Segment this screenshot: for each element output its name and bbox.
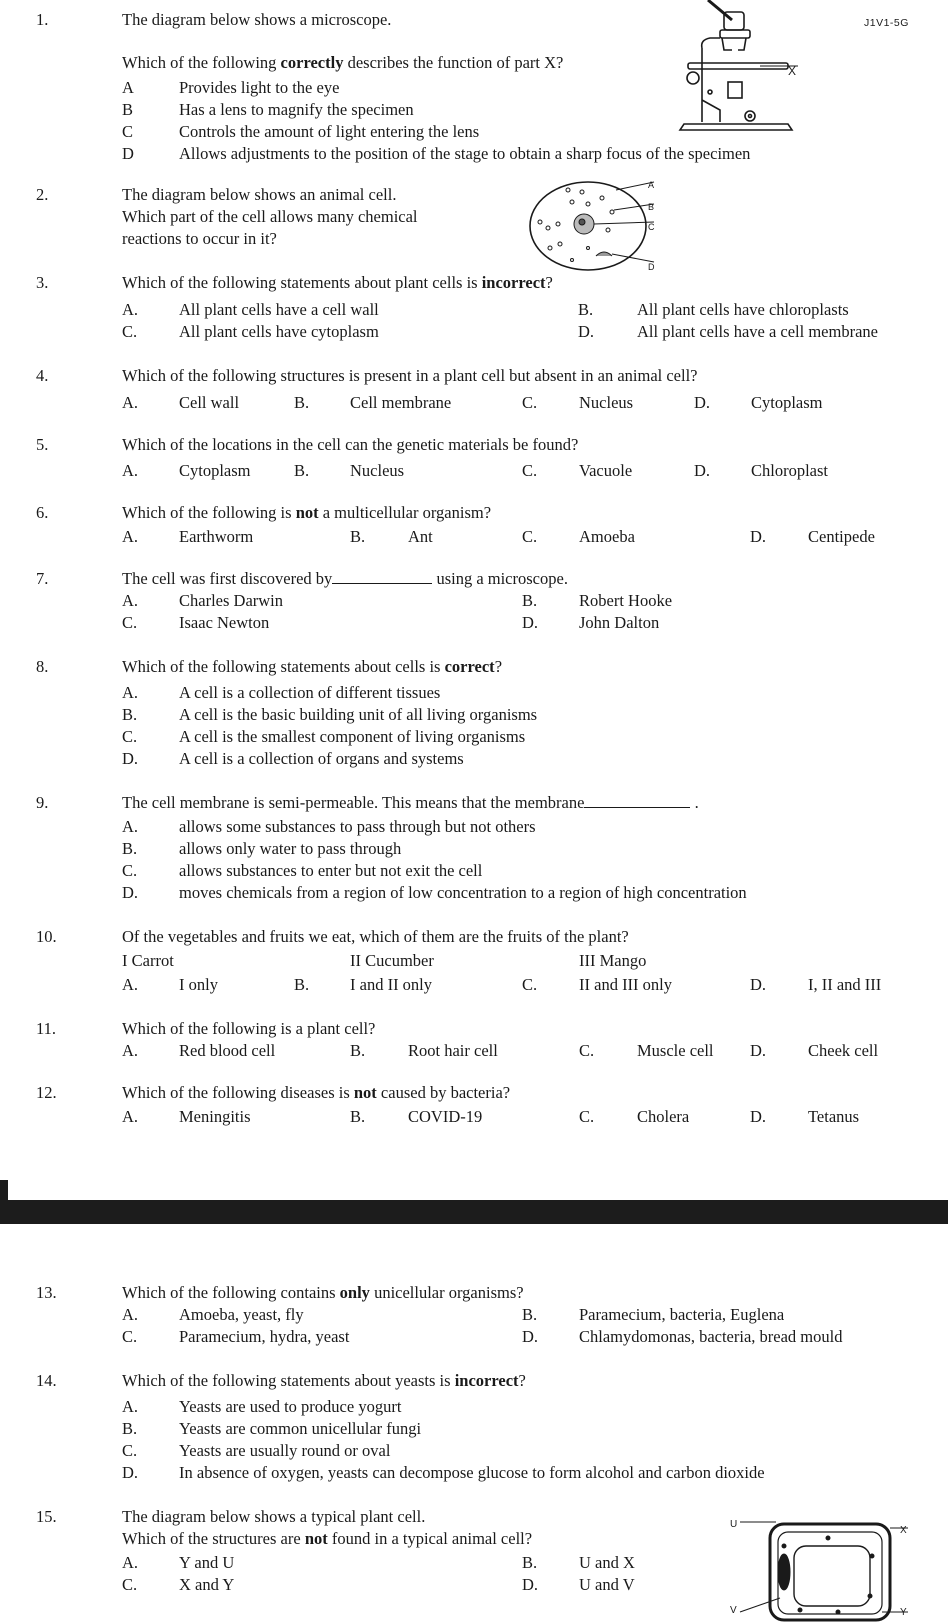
option-letter: B. bbox=[294, 975, 310, 994]
option-text: COVID-19 bbox=[408, 1107, 483, 1126]
option-letter: B bbox=[122, 100, 134, 119]
option-text: allows only water to pass through bbox=[179, 839, 402, 858]
option-text: All plant cells have cytoplasm bbox=[179, 322, 379, 341]
option-letter: A. bbox=[122, 393, 139, 412]
option-text: Nucleus bbox=[350, 461, 405, 480]
option-letter: A. bbox=[122, 591, 139, 610]
option-text: Earthworm bbox=[179, 527, 254, 546]
label-b: B bbox=[648, 202, 655, 212]
option-letter: C. bbox=[522, 975, 538, 994]
option-letter: B. bbox=[294, 393, 310, 412]
option-letter: D. bbox=[522, 613, 539, 632]
option-letter: C. bbox=[522, 527, 538, 546]
option-text: Red blood cell bbox=[179, 1041, 276, 1060]
question-text: Which of the structures are not found in a typical animal cell? bbox=[122, 1529, 533, 1548]
option-letter: B. bbox=[522, 1305, 538, 1324]
option-text: II and III only bbox=[579, 975, 673, 994]
emphasis: not bbox=[353, 1083, 377, 1102]
option-text: Cytoplasm bbox=[179, 461, 251, 480]
option-letter: B. bbox=[522, 591, 538, 610]
emphasis: correct bbox=[444, 657, 495, 676]
option-letter: B. bbox=[122, 705, 138, 724]
question-text: reactions to occur in it? bbox=[122, 229, 277, 248]
emphasis: only bbox=[339, 1283, 370, 1302]
question-intro: The diagram below shows an animal cell. bbox=[122, 185, 397, 204]
question-number: 8. bbox=[36, 657, 49, 676]
question-number: 6. bbox=[36, 503, 49, 522]
option-text: Robert Hooke bbox=[579, 591, 673, 610]
option-letter: A. bbox=[122, 975, 139, 994]
question-number: 1. bbox=[36, 10, 49, 29]
question-text: The cell membrane is semi-permeable. This means that the membrane . bbox=[122, 793, 699, 812]
option-text: Yeasts are usually round or oval bbox=[179, 1441, 391, 1460]
option-text: All plant cells have a cell wall bbox=[179, 300, 379, 319]
option-letter: D. bbox=[122, 749, 139, 768]
answer-blank bbox=[584, 793, 690, 808]
option-text: A cell is the smallest component of living organisms bbox=[179, 727, 526, 746]
emphasis: incorrect bbox=[454, 1371, 519, 1390]
option-text: I, II and III bbox=[808, 975, 882, 994]
option-letter: B. bbox=[350, 1107, 366, 1126]
option-letter: B. bbox=[522, 1553, 538, 1572]
option-letter: C. bbox=[522, 393, 538, 412]
option-letter: B. bbox=[122, 1419, 138, 1438]
label-u: U bbox=[730, 1519, 738, 1530]
option-text: U and X bbox=[579, 1553, 635, 1572]
question-text: Which of the following correctly describes the function of part X? bbox=[122, 53, 564, 72]
emphasis: not bbox=[304, 1529, 328, 1548]
plant-cell-diagram bbox=[740, 1516, 910, 1620]
statement-item: III Mango bbox=[579, 951, 647, 970]
option-text: I and II only bbox=[350, 975, 433, 994]
label-x: X bbox=[900, 1525, 907, 1536]
option-letter: D. bbox=[122, 1463, 139, 1482]
option-text: Muscle cell bbox=[637, 1041, 714, 1060]
option-text: Paramecium, hydra, yeast bbox=[179, 1327, 350, 1346]
option-letter: A. bbox=[122, 817, 139, 836]
label-d: D bbox=[648, 262, 655, 272]
question-number: 3. bbox=[36, 273, 49, 292]
label-a: A bbox=[648, 180, 655, 190]
emphasis: not bbox=[295, 503, 319, 522]
option-letter: C. bbox=[122, 727, 138, 746]
option-letter: C. bbox=[122, 322, 138, 341]
option-text: Nucleus bbox=[579, 393, 634, 412]
option-letter: C. bbox=[579, 1041, 595, 1060]
question-number: 10. bbox=[36, 927, 57, 946]
option-letter: D. bbox=[750, 1041, 767, 1060]
question-number: 7. bbox=[36, 569, 49, 588]
option-text: Ant bbox=[408, 527, 433, 546]
option-text: Cell wall bbox=[179, 393, 240, 412]
option-letter: D bbox=[122, 144, 134, 163]
option-text: A cell is a collection of organs and systems bbox=[179, 749, 464, 768]
question-number: 12. bbox=[36, 1083, 57, 1102]
option-text: Chlamydomonas, bacteria, bread mould bbox=[579, 1327, 843, 1346]
exam-code: J1V1-5G bbox=[864, 17, 909, 29]
option-letter: A. bbox=[122, 527, 139, 546]
option-text: Charles Darwin bbox=[179, 591, 284, 610]
question-text: Which of the following is a plant cell? bbox=[122, 1019, 376, 1038]
question-text: Which part of the cell allows many chemical bbox=[122, 207, 418, 226]
option-text: Amoeba, yeast, fly bbox=[179, 1305, 304, 1324]
question-text: Which of the following statements about yeasts is incorrect? bbox=[122, 1371, 526, 1390]
option-text: Allows adjustments to the position of the stage to obtain a sharp focus of the specimen bbox=[179, 144, 751, 163]
option-letter: D. bbox=[122, 883, 139, 902]
option-text: Centipede bbox=[808, 527, 875, 546]
option-letter: D. bbox=[694, 393, 711, 412]
option-text: Yeasts are common unicellular fungi bbox=[179, 1419, 422, 1438]
question-text: Which of the following contains only unicellular organisms? bbox=[122, 1283, 524, 1302]
question-number: 5. bbox=[36, 435, 49, 454]
label-x: X bbox=[788, 64, 797, 78]
option-text: In absence of oxygen, yeasts can decompose glucose to form alcohol and carbon dioxide bbox=[179, 1463, 765, 1482]
option-text: Chloroplast bbox=[751, 461, 828, 480]
label-y: Y bbox=[900, 1607, 907, 1618]
option-text: allows substances to enter but not exit the cell bbox=[179, 861, 483, 880]
option-letter: A. bbox=[122, 300, 139, 319]
question-number: 11. bbox=[36, 1019, 57, 1038]
option-letter: D. bbox=[750, 527, 767, 546]
option-letter: C. bbox=[122, 1441, 138, 1460]
option-letter: B. bbox=[350, 527, 366, 546]
option-letter: C. bbox=[122, 1575, 138, 1594]
option-text: Tetanus bbox=[808, 1107, 860, 1126]
option-text: Amoeba bbox=[579, 527, 635, 546]
option-text: allows some substances to pass through but not others bbox=[179, 817, 536, 836]
option-text: Cell membrane bbox=[350, 393, 452, 412]
question-text: Which of the following statements about plant cells is incorrect? bbox=[122, 273, 553, 292]
option-text: Vacuole bbox=[579, 461, 633, 480]
question-text: The cell was first discovered by using a microscope. bbox=[122, 569, 568, 588]
question-text: Which of the following is not a multicellular organism? bbox=[122, 503, 492, 522]
animal-cell-diagram bbox=[528, 178, 668, 274]
option-letter: D. bbox=[694, 461, 711, 480]
option-text: John Dalton bbox=[579, 613, 660, 632]
option-letter: A. bbox=[122, 683, 139, 702]
option-letter: A. bbox=[122, 1553, 139, 1572]
option-letter: D. bbox=[522, 1575, 539, 1594]
option-letter: C. bbox=[579, 1107, 595, 1126]
option-text: I only bbox=[179, 975, 218, 994]
question-text: Which of the following diseases is not caused by bacteria? bbox=[122, 1083, 511, 1102]
option-letter: A. bbox=[122, 1305, 139, 1324]
option-text: Yeasts are used to produce yogurt bbox=[179, 1397, 402, 1416]
option-letter: A. bbox=[122, 461, 139, 480]
question-text: Which of the locations in the cell can the genetic materials be found? bbox=[122, 435, 579, 454]
option-letter: C. bbox=[122, 613, 138, 632]
option-text: Cytoplasm bbox=[751, 393, 823, 412]
option-text: Isaac Newton bbox=[179, 613, 270, 632]
emphasis: incorrect bbox=[481, 273, 546, 292]
question-intro: The diagram below shows a typical plant cell. bbox=[122, 1507, 426, 1526]
option-letter: A bbox=[122, 78, 134, 97]
statement-item: I Carrot bbox=[122, 951, 174, 970]
option-letter: B. bbox=[578, 300, 594, 319]
question-text: Which of the following structures is present in a plant cell but absent in an animal cell? bbox=[122, 366, 698, 385]
question-text: Which of the following statements about cells is correct? bbox=[122, 657, 503, 676]
option-letter: A. bbox=[122, 1041, 139, 1060]
option-letter: C. bbox=[522, 461, 538, 480]
option-text: A cell is the basic building unit of all living organisms bbox=[179, 705, 538, 724]
option-text: Has a lens to magnify the specimen bbox=[179, 100, 414, 119]
option-letter: D. bbox=[522, 1327, 539, 1346]
option-letter: C bbox=[122, 122, 134, 141]
option-text: Provides light to the eye bbox=[179, 78, 340, 97]
option-text: Y and U bbox=[179, 1553, 235, 1572]
option-text: All plant cells have a cell membrane bbox=[637, 322, 878, 341]
option-text: All plant cells have chloroplasts bbox=[637, 300, 849, 319]
page-separator bbox=[0, 1200, 948, 1224]
label-v: V bbox=[730, 1605, 737, 1616]
option-letter: B. bbox=[294, 461, 310, 480]
option-letter: D. bbox=[578, 322, 595, 341]
option-text: Cheek cell bbox=[808, 1041, 879, 1060]
option-letter: A. bbox=[122, 1107, 139, 1126]
statement-item: II Cucumber bbox=[350, 951, 434, 970]
option-letter: A. bbox=[122, 1397, 139, 1416]
question-number: 14. bbox=[36, 1371, 57, 1390]
option-text: Controls the amount of light entering the lens bbox=[179, 122, 480, 141]
option-text: moves chemicals from a region of low concentration to a region of high concentration bbox=[179, 883, 747, 902]
option-text: Meningitis bbox=[179, 1107, 251, 1126]
question-number: 15. bbox=[36, 1507, 57, 1526]
option-text: Paramecium, bacteria, Euglena bbox=[579, 1305, 785, 1324]
question-number: 2. bbox=[36, 185, 49, 204]
option-letter: B. bbox=[122, 839, 138, 858]
option-letter: B. bbox=[350, 1041, 366, 1060]
option-letter: C. bbox=[122, 1327, 138, 1346]
question-number: 9. bbox=[36, 793, 49, 812]
option-letter: C. bbox=[122, 861, 138, 880]
option-text: X and Y bbox=[179, 1575, 235, 1594]
option-text: A cell is a collection of different tissues bbox=[179, 683, 441, 702]
option-text: Cholera bbox=[637, 1107, 690, 1126]
answer-blank bbox=[332, 569, 432, 584]
question-number: 4. bbox=[36, 366, 49, 385]
question-number: 13. bbox=[36, 1283, 57, 1302]
question-intro: The diagram below shows a microscope. bbox=[122, 10, 392, 29]
option-text: Root hair cell bbox=[408, 1041, 498, 1060]
option-letter: D. bbox=[750, 975, 767, 994]
option-letter: D. bbox=[750, 1107, 767, 1126]
label-c: C bbox=[648, 222, 655, 232]
option-text: U and V bbox=[579, 1575, 635, 1594]
question-text: Of the vegetables and fruits we eat, which of them are the fruits of the plant? bbox=[122, 927, 629, 946]
emphasis: correctly bbox=[280, 53, 344, 72]
